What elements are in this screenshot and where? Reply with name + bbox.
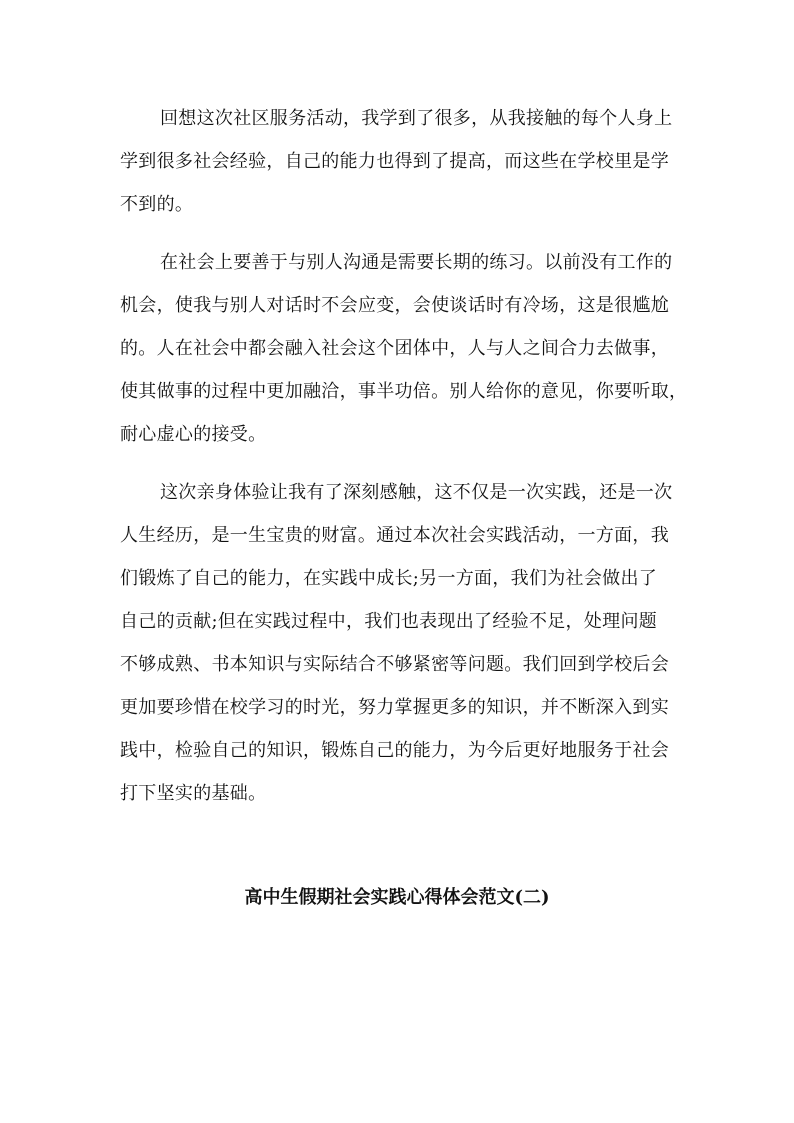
paragraph-line: 机会，使我与别人对话时不会应变，会使谈话时有冷场，这是很尴尬 — [120, 295, 669, 316]
paragraph-line: 使其做事的过程中更加融洽，事半功倍。别人给你的意见，你要听取， — [120, 381, 688, 402]
paragraph-line: 不够成熟、书本知识与实际结合不够紧密等问题。我们回到学校后会 — [120, 654, 669, 675]
paragraph-line: 耐心虚心的接受。 — [120, 424, 267, 445]
paragraph-line: 们锻炼了自己的能力，在实践中成长;另一方面，我们为社会做出了 — [120, 568, 658, 589]
paragraph-line: 在社会上要善于与别人沟通是需要长期的练习。以前没有工作的 — [160, 252, 673, 273]
paragraph-line: 更加要珍惜在校学习的时光，努力掌握更多的知识，并不断深入到实 — [120, 697, 669, 718]
paragraph-line: 打下坚实的基础。 — [120, 783, 267, 804]
section-title: 高中生假期社会实践心得体会范文(二) — [244, 887, 550, 908]
paragraph-line: 的。人在社会中都会融入社会这个团体中，人与人之间合力去做事， — [120, 338, 669, 359]
paragraph-line: 这次亲身体验让我有了深刻感触，这不仅是一次实践，还是一次 — [160, 482, 673, 503]
paragraph-line: 学到很多社会经验，自己的能力也得到了提高，而这些在学校里是学 — [120, 151, 669, 172]
paragraph-line: 回想这次社区服务活动，我学到了很多，从我接触的每个人身上 — [160, 108, 673, 129]
paragraph-line: 践中，检验自己的知识，锻炼自己的能力，为今后更好地服务于社会 — [120, 740, 669, 761]
paragraph-line: 自己的贡献;但在实践过程中，我们也表现出了经验不足，处理问题 — [120, 611, 658, 632]
paragraph-line: 人生经历，是一生宝贵的财富。通过本次社会实践活动，一方面，我 — [120, 525, 669, 546]
paragraph-line: 不到的。 — [120, 194, 194, 215]
